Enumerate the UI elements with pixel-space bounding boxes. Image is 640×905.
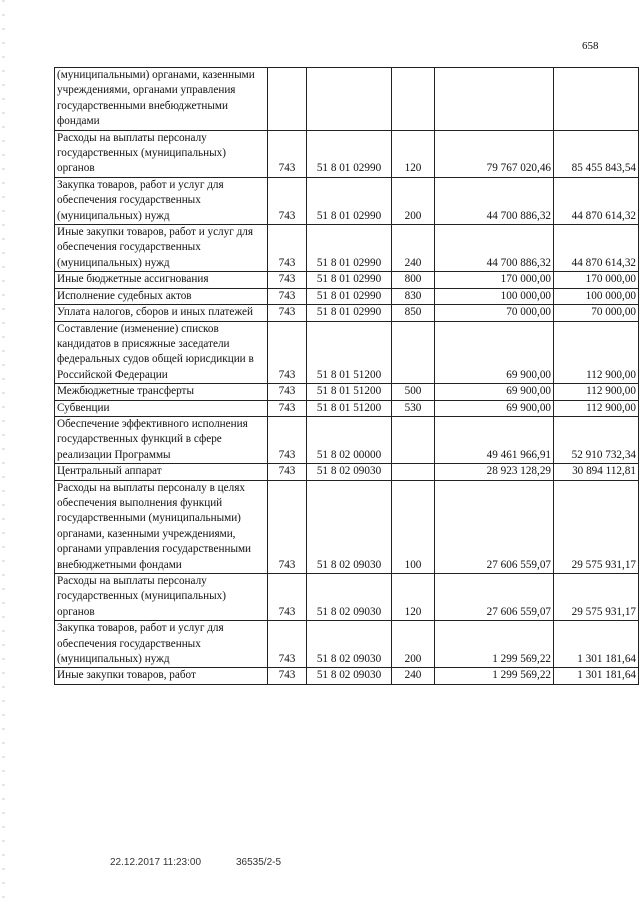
row-name-cell: Расходы на выплаты персоналу государственных (муниципальных) органов xyxy=(55,130,268,177)
row-expense-type-cell: 830 xyxy=(392,288,435,304)
row-amount-2018-cell: 79 767 020,46 xyxy=(435,130,554,177)
row-target-code-cell: 51 8 01 51200 xyxy=(307,384,392,400)
row-expense-type-cell: 100 xyxy=(392,480,435,573)
row-name-cell: Субвенции xyxy=(55,400,268,416)
row-target-code-cell: 51 8 01 02990 xyxy=(307,305,392,321)
row-amount-2018-cell: 170 000,00 xyxy=(435,272,554,288)
row-admin-code-cell: 743 xyxy=(268,272,307,288)
row-name-cell: Исполнение судебных актов xyxy=(55,288,268,304)
row-expense-type-cell: 240 xyxy=(392,668,435,684)
table-row xyxy=(55,177,639,224)
row-amount-2019-cell: 1 301 181,64 xyxy=(554,668,639,684)
row-expense-type-cell xyxy=(392,321,435,384)
row-admin-code-cell: 743 xyxy=(268,480,307,573)
row-amount-2018-cell: 1 299 569,22 xyxy=(435,668,554,684)
row-target-code-cell: 51 8 02 09030 xyxy=(307,668,392,684)
table-row xyxy=(55,480,639,573)
row-name-cell: Обеспечение эффективного исполнения государственных функций в сфере реализации Программы xyxy=(55,416,268,463)
row-admin-code-cell: 743 xyxy=(268,305,307,321)
row-admin-code-cell: 743 xyxy=(268,225,307,272)
table-row xyxy=(55,668,639,684)
table-row xyxy=(55,384,639,400)
footer-doc-id: 36535/2-5 xyxy=(236,857,282,868)
row-name-cell: Иные закупки товаров, работ xyxy=(55,668,268,684)
row-name-cell: (муниципальными) органами, казенными учреждениями, органами управления государственными внебюджетными фондами xyxy=(55,68,268,131)
row-admin-code-cell: 743 xyxy=(268,130,307,177)
row-target-code-cell xyxy=(307,68,392,131)
table-row xyxy=(55,288,639,304)
page-number: 658 xyxy=(582,40,599,52)
row-amount-2018-cell: 69 900,00 xyxy=(435,321,554,384)
row-amount-2019-cell: 112 900,00 xyxy=(554,321,639,384)
row-amount-2018-cell: 69 900,00 xyxy=(435,400,554,416)
row-amount-2019-cell: 30 894 112,81 xyxy=(554,464,639,480)
table-row xyxy=(55,574,639,621)
row-target-code-cell: 51 8 01 51200 xyxy=(307,321,392,384)
table-row xyxy=(55,272,639,288)
row-target-code-cell: 51 8 01 51200 xyxy=(307,400,392,416)
row-amount-2018-cell xyxy=(435,68,554,131)
row-admin-code-cell: 743 xyxy=(268,668,307,684)
row-target-code-cell: 51 8 02 09030 xyxy=(307,621,392,668)
row-amount-2019-cell: 29 575 931,17 xyxy=(554,574,639,621)
row-target-code-cell: 51 8 01 02990 xyxy=(307,288,392,304)
table-row xyxy=(55,130,639,177)
row-admin-code-cell: 743 xyxy=(268,384,307,400)
row-amount-2019-cell: 112 900,00 xyxy=(554,384,639,400)
row-amount-2019-cell: 112 900,00 xyxy=(554,400,639,416)
row-expense-type-cell xyxy=(392,416,435,463)
row-admin-code-cell: 743 xyxy=(268,288,307,304)
table-row xyxy=(55,464,639,480)
row-expense-type-cell: 200 xyxy=(392,621,435,668)
row-name-cell: Расходы на выплаты персоналу государственных (муниципальных) органов xyxy=(55,574,268,621)
table-row xyxy=(55,225,639,272)
row-admin-code-cell xyxy=(268,68,307,131)
row-amount-2019-cell: 44 870 614,32 xyxy=(554,177,639,224)
row-admin-code-cell: 743 xyxy=(268,177,307,224)
row-admin-code-cell: 743 xyxy=(268,574,307,621)
row-admin-code-cell: 743 xyxy=(268,400,307,416)
budget-table-body xyxy=(55,68,639,685)
row-name-cell: Уплата налогов, сборов и иных платежей xyxy=(55,305,268,321)
row-amount-2019-cell: 52 910 732,34 xyxy=(554,416,639,463)
row-target-code-cell: 51 8 01 02990 xyxy=(307,272,392,288)
table-row xyxy=(55,416,639,463)
row-name-cell: Иные бюджетные ассигнования xyxy=(55,272,268,288)
row-amount-2019-cell xyxy=(554,68,639,131)
row-name-cell: Расходы на выплаты персоналу в целях обеспечения выполнения функций государственными (муниципальными) органами, казенными учреждениями, органами управления государственными внебюджетными фондами xyxy=(55,480,268,573)
row-name-cell: Закупка товаров, работ и услуг для обеспечения государственных (муниципальных) нужд xyxy=(55,621,268,668)
row-admin-code-cell: 743 xyxy=(268,416,307,463)
row-name-cell: Составление (изменение) списков кандидатов в присяжные заседатели федеральных судов общей юрисдикции в Российской Федерации xyxy=(55,321,268,384)
row-expense-type-cell xyxy=(392,68,435,131)
row-amount-2018-cell: 100 000,00 xyxy=(435,288,554,304)
row-amount-2018-cell: 1 299 569,22 xyxy=(435,621,554,668)
footer-date: 22.12.2017 11:23:00 xyxy=(110,857,202,868)
row-target-code-cell: 51 8 01 02990 xyxy=(307,225,392,272)
row-expense-type-cell: 800 xyxy=(392,272,435,288)
row-amount-2019-cell: 100 000,00 xyxy=(554,288,639,304)
row-amount-2018-cell: 69 900,00 xyxy=(435,384,554,400)
row-admin-code-cell: 743 xyxy=(268,321,307,384)
row-admin-code-cell: 743 xyxy=(268,621,307,668)
row-expense-type-cell: 200 xyxy=(392,177,435,224)
row-amount-2018-cell: 44 700 886,32 xyxy=(435,225,554,272)
table-row xyxy=(55,621,639,668)
row-expense-type-cell xyxy=(392,464,435,480)
row-name-cell: Закупка товаров, работ и услуг для обеспечения государственных (муниципальных) нужд xyxy=(55,177,268,224)
row-name-cell: Иные закупки товаров, работ и услуг для обеспечения государственных (муниципальных) нужд xyxy=(55,225,268,272)
row-amount-2018-cell: 70 000,00 xyxy=(435,305,554,321)
row-amount-2019-cell: 44 870 614,32 xyxy=(554,225,639,272)
row-name-cell: Центральный аппарат xyxy=(55,464,268,480)
row-target-code-cell: 51 8 01 02990 xyxy=(307,177,392,224)
table-row xyxy=(55,68,639,131)
row-expense-type-cell: 240 xyxy=(392,225,435,272)
table-row xyxy=(55,321,639,384)
row-name-cell: Межбюджетные трансферты xyxy=(55,384,268,400)
row-amount-2018-cell: 27 606 559,07 xyxy=(435,574,554,621)
row-target-code-cell: 51 8 02 00000 xyxy=(307,416,392,463)
row-expense-type-cell: 120 xyxy=(392,130,435,177)
row-amount-2019-cell: 70 000,00 xyxy=(554,305,639,321)
row-target-code-cell: 51 8 02 09030 xyxy=(307,574,392,621)
row-expense-type-cell: 530 xyxy=(392,400,435,416)
table-row xyxy=(55,305,639,321)
row-amount-2018-cell: 44 700 886,32 xyxy=(435,177,554,224)
row-expense-type-cell: 120 xyxy=(392,574,435,621)
table-row xyxy=(55,400,639,416)
row-amount-2018-cell: 49 461 966,91 xyxy=(435,416,554,463)
row-target-code-cell: 51 8 01 02990 xyxy=(307,130,392,177)
row-target-code-cell: 51 8 02 09030 xyxy=(307,480,392,573)
row-amount-2019-cell: 1 301 181,64 xyxy=(554,621,639,668)
row-amount-2018-cell: 27 606 559,07 xyxy=(435,480,554,573)
row-target-code-cell: 51 8 02 09030 xyxy=(307,464,392,480)
row-amount-2019-cell: 29 575 931,17 xyxy=(554,480,639,573)
row-amount-2019-cell: 170 000,00 xyxy=(554,272,639,288)
scan-edge-artifact xyxy=(2,0,5,905)
row-amount-2019-cell: 85 455 843,54 xyxy=(554,130,639,177)
budget-table xyxy=(54,67,639,685)
row-expense-type-cell: 500 xyxy=(392,384,435,400)
row-expense-type-cell: 850 xyxy=(392,305,435,321)
row-admin-code-cell: 743 xyxy=(268,464,307,480)
row-amount-2018-cell: 28 923 128,29 xyxy=(435,464,554,480)
